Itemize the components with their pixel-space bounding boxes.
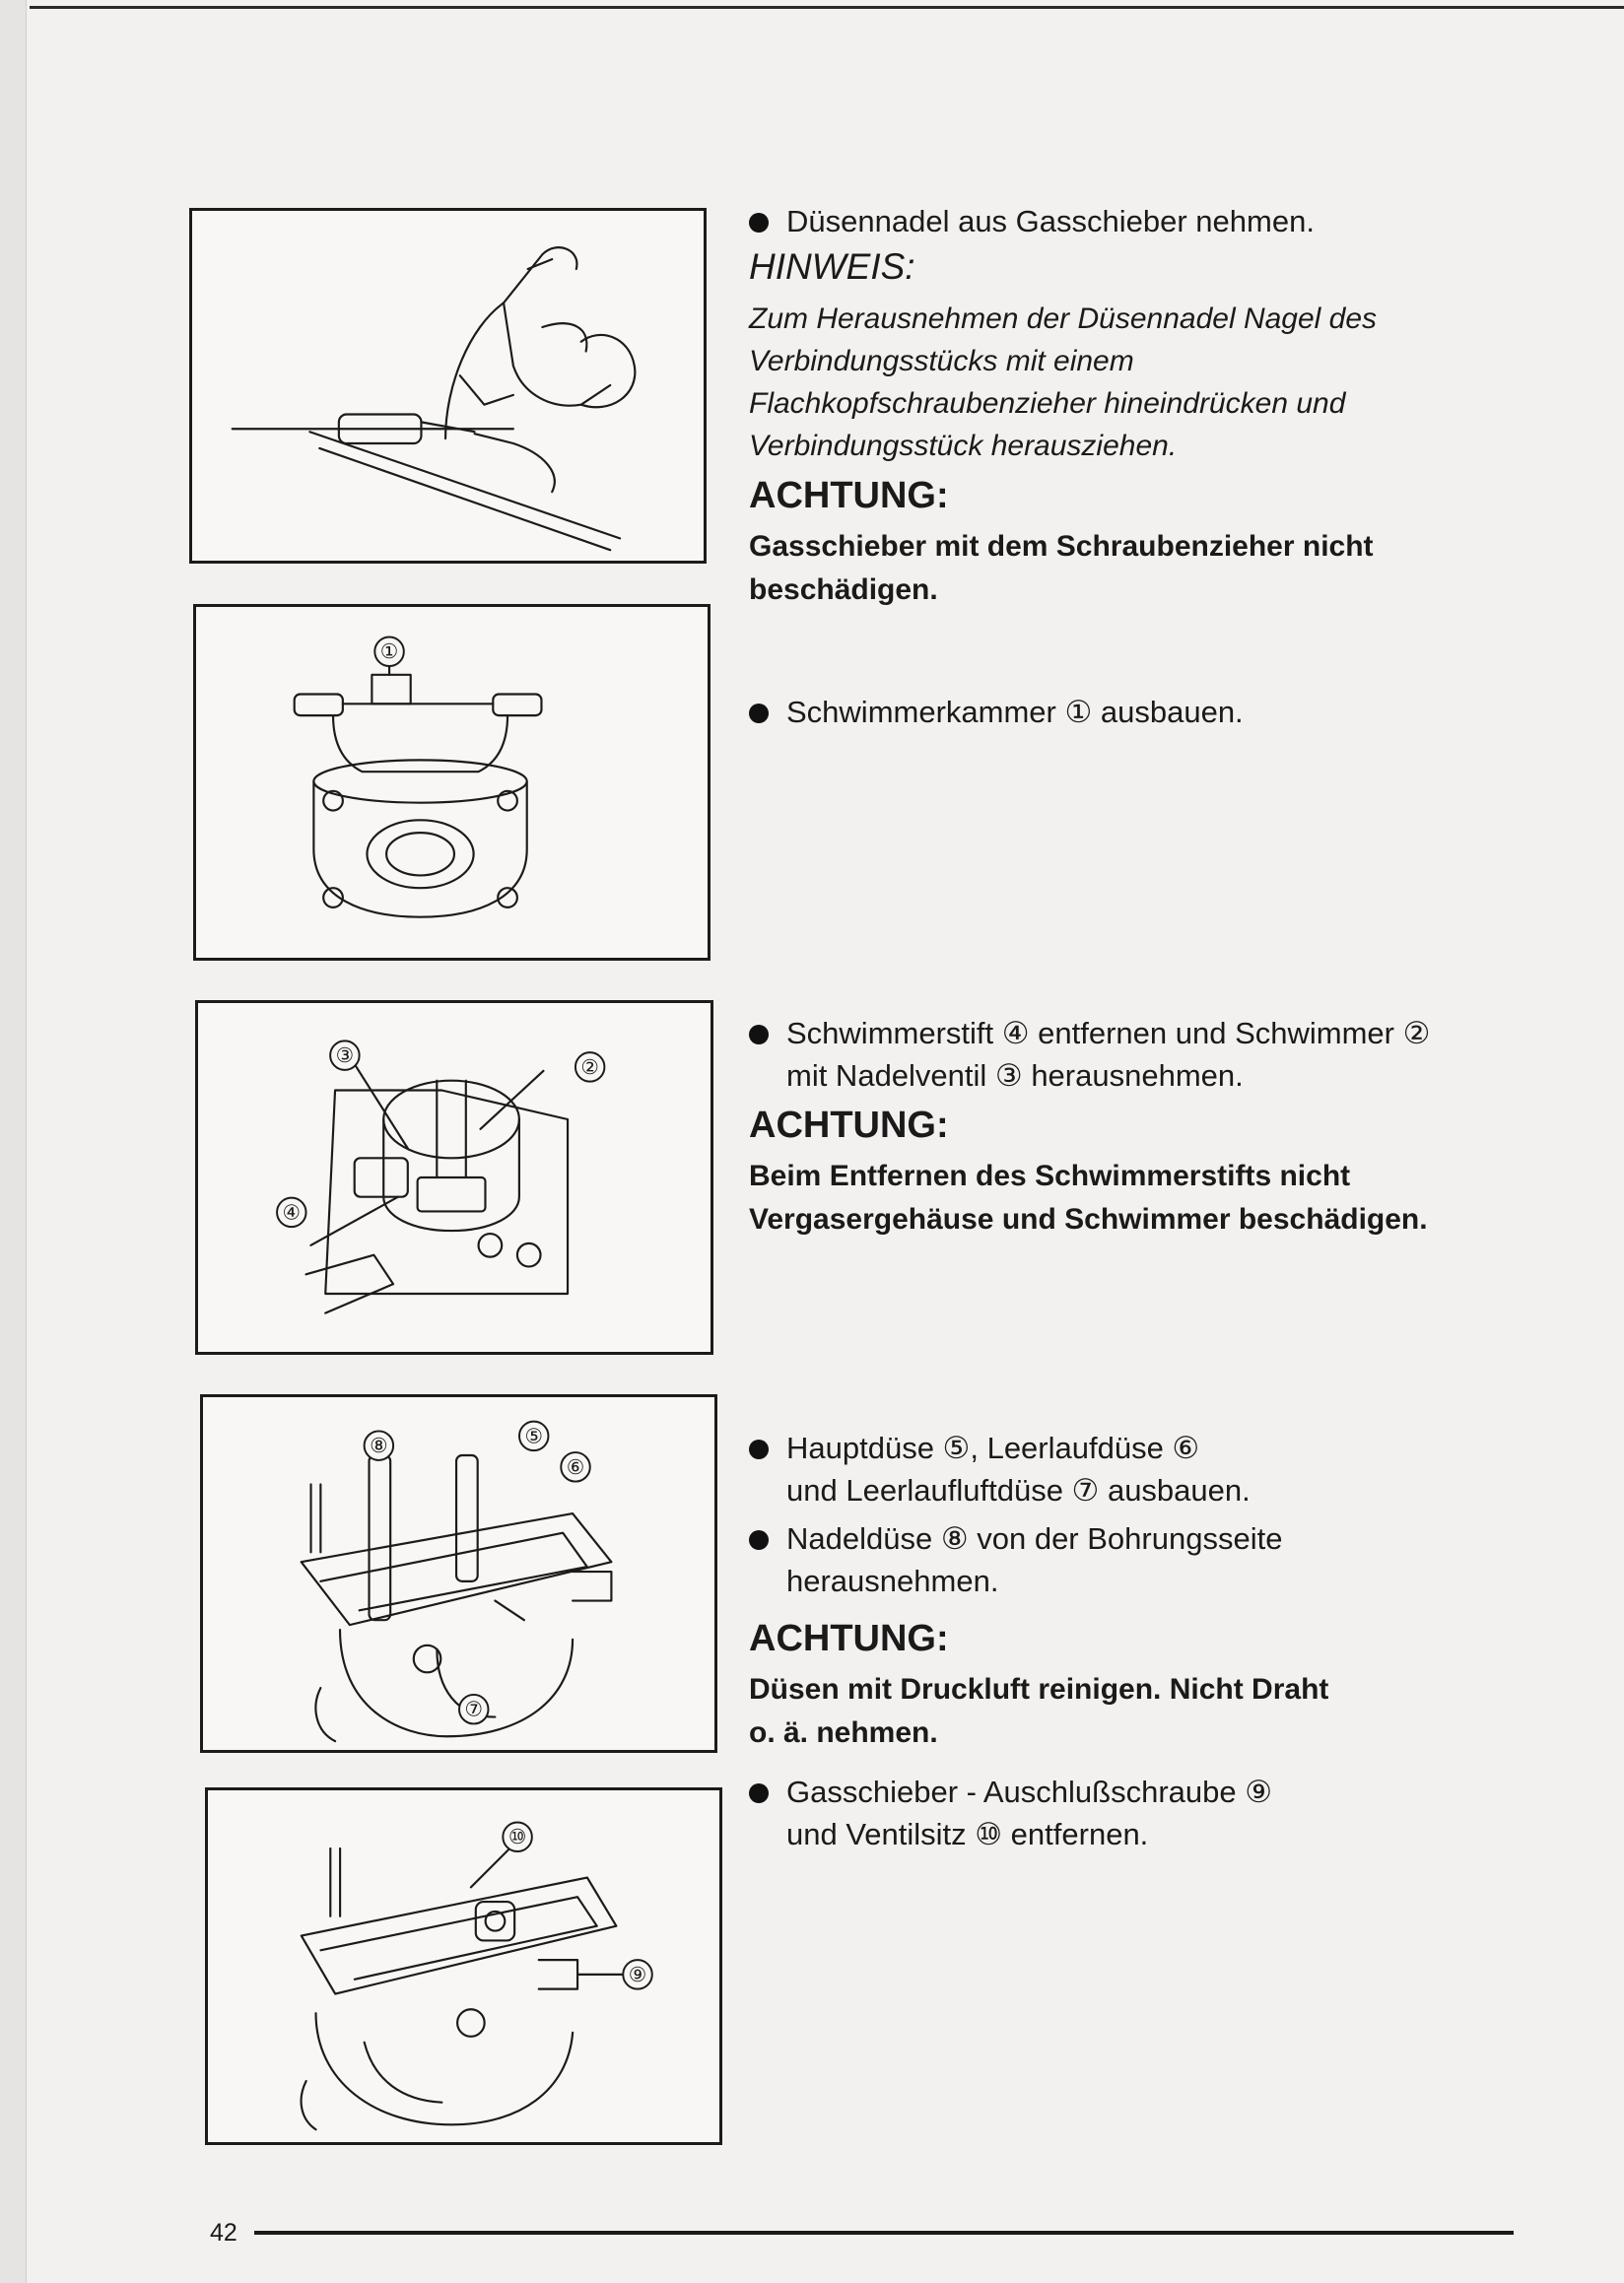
hinweis-text bbox=[749, 298, 1377, 467]
hinweis-line: Verbindungsstücks mit einem bbox=[749, 345, 1134, 377]
figure-needle-removal bbox=[189, 208, 707, 564]
callout-5-label: ⑤ bbox=[524, 1424, 543, 1448]
section-float-pin bbox=[749, 1012, 1430, 1242]
hinweis-line: Verbindungsstück herausziehen. bbox=[749, 430, 1178, 462]
achtung-line: beschädigen. bbox=[749, 573, 938, 606]
section-valve-seat bbox=[749, 1771, 1272, 1855]
achtung-line: o. ä. nehmen. bbox=[749, 1716, 938, 1749]
top-rule bbox=[30, 6, 1624, 9]
callout-1-label: ① bbox=[379, 639, 399, 664]
bullet-line-text: Schwimmerstift ④ entfernen und Schwimmer ② bbox=[786, 1016, 1431, 1050]
section-float-chamber bbox=[749, 691, 1244, 733]
bullet-needle-removal: Düsennadel aus Gasschieber nehmen. bbox=[749, 200, 1377, 242]
figure-float-needle-valve bbox=[195, 1000, 713, 1355]
hinweis-line: Zum Herausnehmen der Düsennadel Nagel des bbox=[749, 302, 1378, 335]
achtung-text bbox=[749, 525, 1377, 612]
callout-2-label: ② bbox=[580, 1054, 599, 1079]
callout-3-label: ③ bbox=[335, 1043, 355, 1068]
achtung-heading: ACHTUNG: bbox=[749, 1618, 949, 1659]
bullet-line-text: herausnehmen. bbox=[786, 1564, 999, 1598]
bullet-float-chamber: Schwimmerkammer ① ausbauen. bbox=[749, 691, 1244, 733]
page-edge bbox=[0, 0, 27, 2283]
bullet-line-text: Hauptdüse ⑤, Leerlaufdüse ⑥ bbox=[786, 1431, 1200, 1465]
section-jets bbox=[749, 1427, 1328, 1755]
bullet-line-text: Nadeldüse ⑧ von der Bohrungsseite bbox=[786, 1521, 1283, 1556]
figure-jets bbox=[200, 1394, 717, 1753]
hinweis-line: Flachkopfschraubenzieher hineindrücken und bbox=[749, 387, 1346, 420]
achtung-heading: ACHTUNG: bbox=[749, 1105, 949, 1146]
hinweis-heading: HINWEIS: bbox=[749, 246, 915, 287]
achtung-text bbox=[749, 1155, 1430, 1242]
bullet-float-pin bbox=[749, 1012, 1430, 1097]
achtung-text bbox=[749, 1668, 1328, 1755]
bullet-line-text: Gasschieber - Auschlußschraube ⑨ bbox=[786, 1775, 1273, 1809]
achtung-line: Gasschieber mit dem Schraubenzieher nicht bbox=[749, 530, 1374, 563]
callout-10-label: ⑩ bbox=[508, 1825, 527, 1849]
bullet-main-jet bbox=[749, 1427, 1328, 1511]
achtung-line: Düsen mit Druckluft reinigen. Nicht Draht bbox=[749, 1673, 1329, 1706]
bullet-valve-seat bbox=[749, 1771, 1272, 1855]
callout-8-label: ⑧ bbox=[370, 1434, 388, 1458]
callout-6-label: ⑥ bbox=[566, 1454, 585, 1479]
callout-4-label: ④ bbox=[282, 1200, 302, 1225]
achtung-line: Beim Entfernen des Schwimmerstifts nicht bbox=[749, 1160, 1351, 1192]
bullet-needle-jet bbox=[749, 1517, 1328, 1602]
bullet-line-text: und Ventilsitz ⑩ entfernen. bbox=[786, 1817, 1149, 1851]
callout-9-label: ⑨ bbox=[628, 1962, 647, 1986]
figure-float-chamber bbox=[193, 604, 710, 961]
figure-valve-seat bbox=[205, 1787, 722, 2145]
achtung-line: Vergasergehäuse und Schwimmer beschädigen. bbox=[749, 1203, 1428, 1236]
callout-7-label: ⑦ bbox=[464, 1697, 484, 1721]
section-needle-removal bbox=[749, 200, 1377, 612]
bottom-rule bbox=[254, 2231, 1514, 2235]
page-number: 42 bbox=[210, 2219, 237, 2247]
achtung-heading: ACHTUNG: bbox=[749, 475, 949, 516]
bullet-line-text: mit Nadelventil ③ herausnehmen. bbox=[786, 1058, 1244, 1093]
bullet-line-text: und Leerlaufluftdüse ⑦ ausbauen. bbox=[786, 1473, 1251, 1508]
